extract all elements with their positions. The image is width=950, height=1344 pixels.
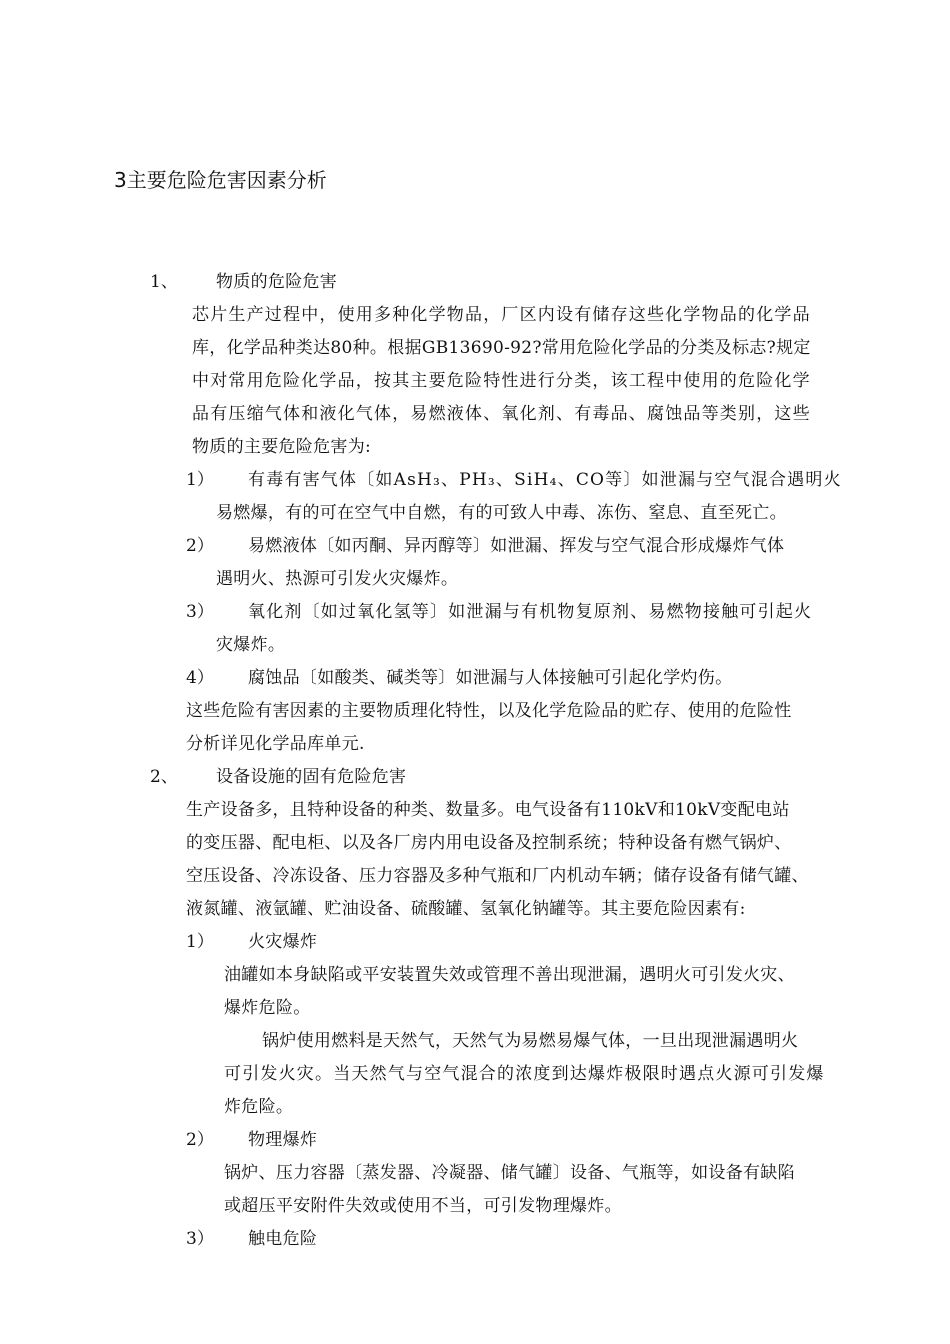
section-1-heading: 物质的危险危害: [216, 272, 338, 292]
section-1-number: 1、: [150, 272, 178, 292]
list-item-heading: 触电危险: [248, 1229, 318, 1249]
paragraph-line: 这些危险有害因素的主要物质理化特性，以及化学危险品的贮存、使用的危险性: [186, 701, 792, 721]
list-item-line: 炸危险。: [224, 1097, 294, 1117]
paragraph-line: 的变压器、配电柜、以及各厂房内用电设备及控制系统；特种设备有燃气锅炉、: [186, 833, 792, 853]
paragraph-line: 中对常用危险化学品，按其主要危险特性进行分类，该工程中使用的危险化学: [192, 371, 811, 391]
list-item-number: 2）: [186, 536, 214, 556]
list-item-number: 3）: [186, 602, 214, 622]
list-item-number: 4）: [186, 668, 214, 688]
paragraph-line: 液氮罐、液氩罐、贮油设备、硫酸罐、氢氧化钠罐等。其主要危险因素有:: [186, 899, 746, 919]
paragraph-line: 品有压缩气体和液化气体，易燃液体、氧化剂、有毒品、腐蚀品等类别，这些: [192, 404, 811, 424]
list-item-number: 1）: [186, 932, 214, 952]
list-item-line: 或超压平安附件失效或使用不当，可引发物理爆炸。: [224, 1196, 622, 1216]
list-item-heading: 物理爆炸: [248, 1130, 318, 1150]
list-item-number: 1）: [186, 470, 214, 490]
paragraph-line: 空压设备、冷冻设备、压力容器及多种气瓶和厂内机动车辆；储存设备有储气罐、: [186, 866, 809, 886]
list-item-line: 遇明火、热源可引发火灾爆炸。: [216, 569, 459, 589]
list-item-number: 3）: [186, 1229, 214, 1249]
list-item-line: 爆炸危险。: [224, 998, 311, 1018]
list-item-line: 油罐如本身缺陷或平安装置失效或管理不善出现泄漏，遇明火可引发火灾、: [224, 965, 795, 985]
list-item-line: 有毒有害气体〔如AsH₃、PH₃、SiH₄、CO等〕如泄漏与空气混合遇明火: [248, 470, 842, 490]
paragraph-line: 分析详见化学品库单元.: [186, 734, 365, 754]
paragraph-line: 库，化学品种类达80种。根据GB13690-92?常用危险化学品的分类及标志?规定: [192, 338, 811, 358]
section-2-heading: 设备设施的固有危险危害: [216, 767, 407, 787]
list-item-line: 易燃液体〔如丙酮、异丙醇等〕如泄漏、挥发与空气混合形成爆炸气体: [248, 536, 785, 556]
list-item-line: 易燃爆，有的可在空气中自燃，有的可致人中毒、冻伤、窒息、直至死亡。: [216, 503, 787, 523]
section-2-number: 2、: [150, 767, 178, 787]
list-item-line: 锅炉、压力容器〔蒸发器、冷凝器、储气罐〕设备、气瓶等，如设备有缺陷: [224, 1163, 795, 1183]
list-item-line: 锅炉使用燃料是天然气，天然气为易燃易爆气体，一旦出现泄漏遇明火: [262, 1031, 799, 1051]
list-item-line: 可引发火灾。当天然气与空气混合的浓度到达爆炸极限时遇点火源可引发爆: [224, 1064, 825, 1084]
list-item-number: 2）: [186, 1130, 214, 1150]
list-item-heading: 火灾爆炸: [248, 932, 318, 952]
paragraph-line: 生产设备多，且特种设备的种类、数量多。电气设备有110kV和10kV变配电站: [186, 800, 790, 820]
paragraph-line: 芯片生产过程中，使用多种化学物品，厂区内设有储存这些化学物品的化学品: [192, 305, 811, 325]
list-item-line: 腐蚀品〔如酸类、碱类等〕如泄漏与人体接触可引起化学灼伤。: [248, 668, 733, 688]
page-title: 3主要危险危害因素分析: [114, 168, 327, 192]
paragraph-line: 物质的主要危险危害为:: [192, 437, 372, 457]
list-item-line: 灾爆炸。: [216, 635, 286, 655]
list-item-line: 氧化剂〔如过氧化氢等〕如泄漏与有机物复原剂、易燃物接触可引起火: [248, 602, 813, 622]
